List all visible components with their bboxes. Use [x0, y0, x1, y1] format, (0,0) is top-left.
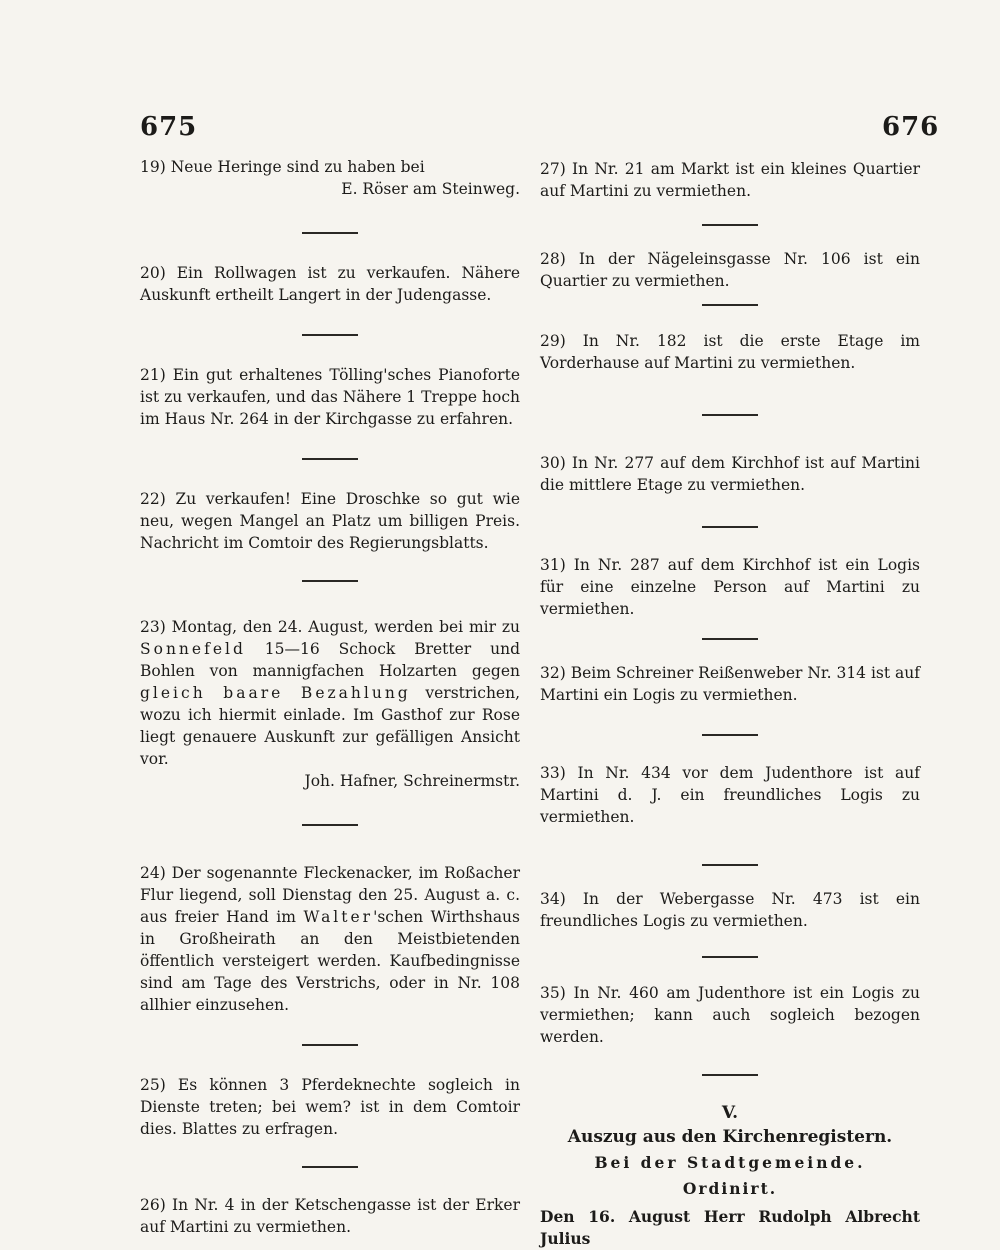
- advertisement-21: [140, 364, 520, 430]
- right-column: [540, 150, 920, 1250]
- ad-33-text: 33) In Nr. 434 vor dem Judenthore ist auf Martini d. J. ein freundliches Logis zu vermiethen.: [540, 764, 920, 826]
- section-category: Ordinirt.: [682, 1179, 778, 1198]
- divider: [702, 734, 758, 736]
- advertisement-26: [140, 1194, 520, 1238]
- ad-22-text: 22) Zu verkaufen! Eine Droschke so gut wie neu, wegen Mangel an Platz um billigen Preis. Nachricht im Comtoir des Regierungsblatts.: [140, 490, 520, 552]
- section-title: Auszug aus den Kirchenregistern.: [567, 1127, 893, 1147]
- advertisement-20: [140, 262, 520, 306]
- ad-30-text: 30) In Nr. 277 auf dem Kirchhof ist auf Martini die mittlere Etage zu vermiethen.: [540, 454, 920, 494]
- ad-35-text: 35) In Nr. 460 am Judenthore ist ein Logis zu vermiethen; kann auch sogleich bezogen werden.: [540, 984, 920, 1046]
- advertisement-29: [540, 330, 920, 374]
- advertisement-27: [540, 158, 920, 202]
- ad-25-text: 25) Es können 3 Pferdeknechte sogleich in Dienste treten; bei wem? ist in dem Comtoir dies. Blattes zu erfragen.: [140, 1076, 520, 1138]
- advertisement-28: [540, 248, 920, 292]
- ad-23-signature: Joh. Hafner, Schreinermstr.: [304, 772, 520, 790]
- divider: [302, 334, 358, 336]
- divider: [702, 956, 758, 958]
- left-column: [140, 150, 520, 1238]
- divider: [302, 824, 358, 826]
- advertisement-19: [140, 156, 520, 200]
- ad-19-text: 19) Neue Heringe sind zu haben bei: [140, 158, 425, 176]
- ad-21-text: 21) Ein gut erhaltenes Tölling'sches Pianoforte ist zu verkaufen, und das Nähere 1 Treppe hoch im Haus Nr. 264 in der Kirchgasse zu erfahren.: [140, 366, 520, 428]
- divider: [302, 1044, 358, 1046]
- ad-34-text: 34) In der Webergasse Nr. 473 ist ein freundliches Logis zu vermiethen.: [540, 890, 920, 930]
- section-number: V.: [721, 1103, 739, 1123]
- advertisement-32: [540, 662, 920, 706]
- ad-28-text: 28) In der Nägeleinsgasse Nr. 106 ist ein Quartier zu vermiethen.: [540, 250, 920, 290]
- divider: [302, 1166, 358, 1168]
- advertisement-24: [140, 862, 520, 1016]
- advertisement-30: [540, 452, 920, 496]
- ad-19-signature: E. Röser am Steinweg.: [341, 180, 520, 198]
- divider: [302, 232, 358, 234]
- ad-24-text: 24) Der sogenannte Fleckenacker, im Roßacher Flur liegend, soll Dienstag den 25. August a. c. aus freier Hand im Walter'schen Wirthshaus in Großheirath an den Meistbietenden öffentlich versteigert werden. Kaufbedingnisse sind am Tage des Verstrichs, oder in Nr. 108 allhier einzusehen.: [140, 864, 520, 1014]
- ad-23-text: 23) Montag, den 24. August, werden bei mir zu Sonnefeld 15—16 Schock Bretter und Bohlen von mannigfachen Holzarten gegen gleich baare Bezahlung verstrichen, wozu ich hiermit einlade. Im Gasthof zur Rose liegt genauere Auskunft zur gefälligen Ansicht vor.: [140, 618, 521, 768]
- section-subtitle: Bei der Stadtgemeinde.: [594, 1153, 866, 1172]
- advertisement-33: [540, 762, 920, 828]
- advertisement-34: [540, 888, 920, 932]
- advertisement-25: [140, 1074, 520, 1140]
- advertisement-35: [540, 982, 920, 1048]
- divider: [702, 1074, 758, 1076]
- ad-29-text: 29) In Nr. 182 ist die erste Etage im Vorderhause auf Martini zu vermiethen.: [540, 332, 920, 372]
- ad-31-text: 31) In Nr. 287 auf dem Kirchhof ist ein Logis für eine einzelne Person auf Martini zu vermiethen.: [540, 556, 920, 618]
- advertisement-22: [140, 488, 520, 554]
- ad-26-text: 26) In Nr. 4 in der Ketschengasse ist der Erker auf Martini zu vermiethen.: [140, 1196, 520, 1236]
- advertisement-31: [540, 554, 920, 620]
- page-number-left: 675: [140, 112, 198, 142]
- divider: [702, 304, 758, 306]
- ad-27-text: 27) In Nr. 21 am Markt ist ein kleines Quartier auf Martini zu vermiethen.: [540, 160, 920, 200]
- divider: [302, 580, 358, 582]
- divider: [702, 638, 758, 640]
- divider: [302, 458, 358, 460]
- divider: [702, 526, 758, 528]
- ad-20-text: 20) Ein Rollwagen ist zu verkaufen. Nähere Auskunft ertheilt Langert in der Judengasse.: [140, 264, 520, 304]
- ad-32-text: 32) Beim Schreiner Reißenweber Nr. 314 ist auf Martini ein Logis zu vermiethen.: [540, 664, 920, 704]
- advertisement-23: [140, 616, 520, 792]
- divider: [702, 414, 758, 416]
- page-number-right: 676: [882, 112, 940, 142]
- register-entry-first-line: Den 16. August Herr Rudolph Albrecht Julius: [540, 1207, 920, 1248]
- divider: [702, 224, 758, 226]
- divider: [702, 864, 758, 866]
